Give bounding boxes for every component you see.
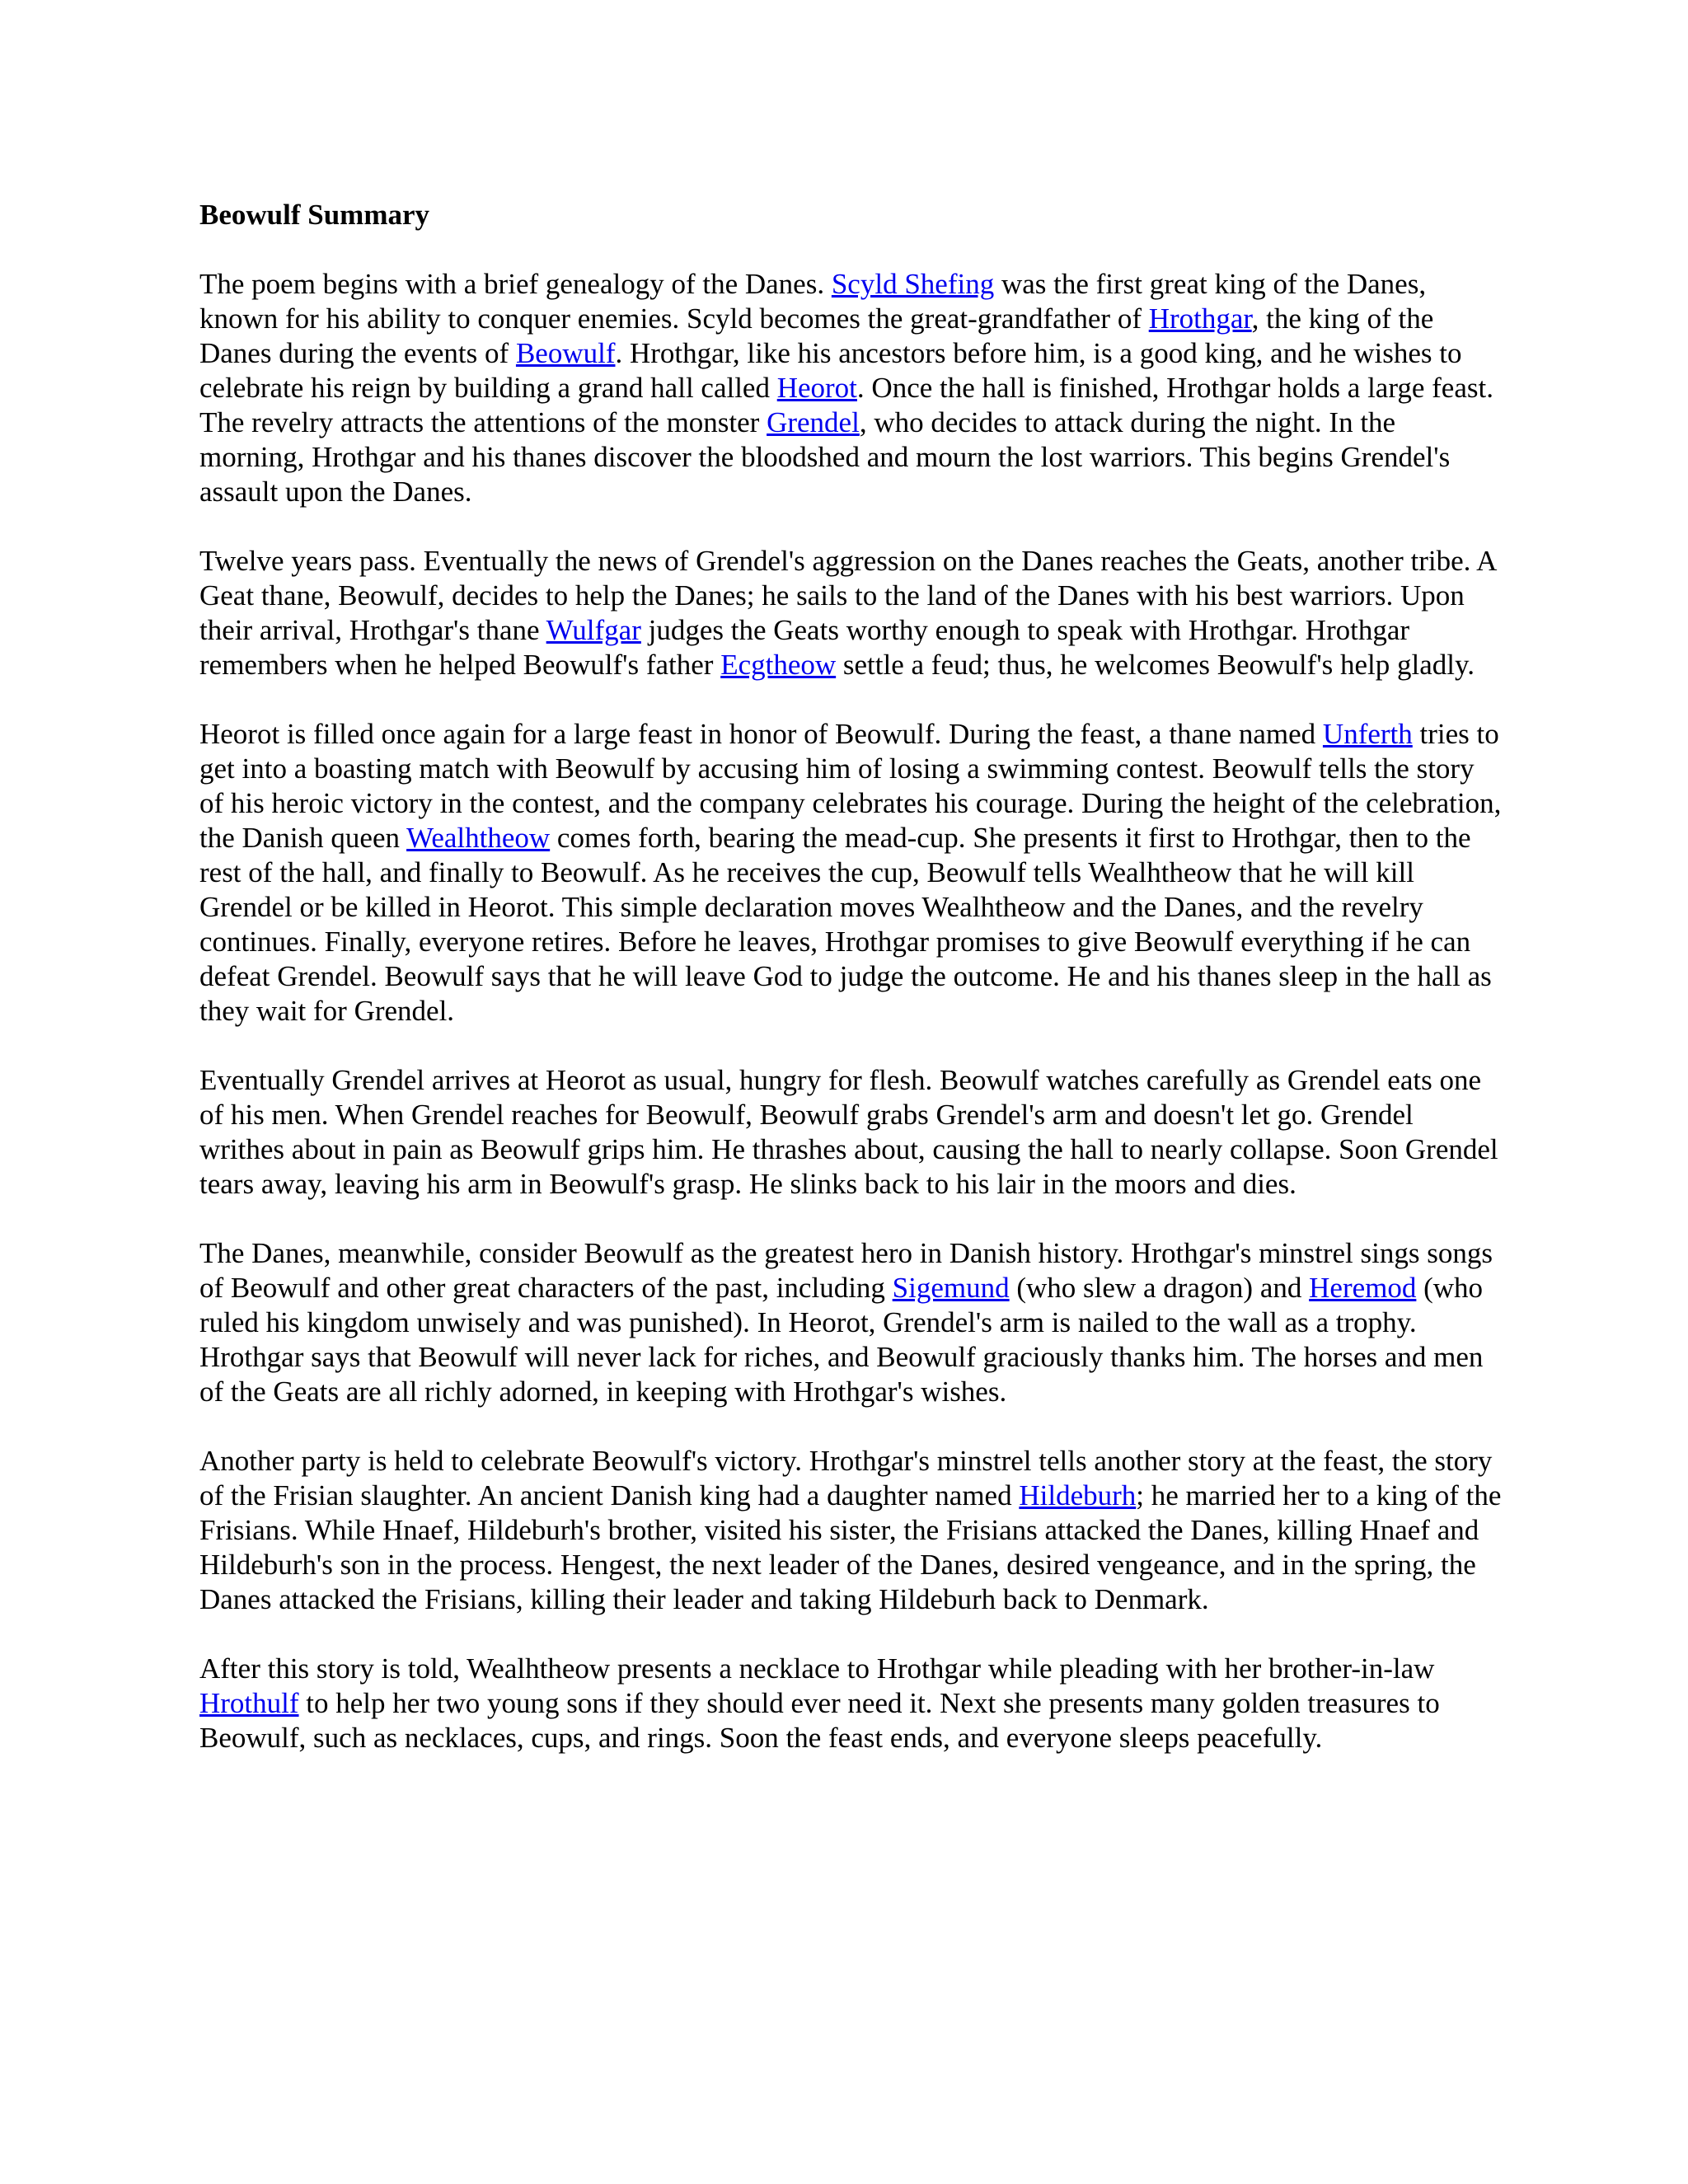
- link-grendel[interactable]: Grendel: [767, 406, 860, 438]
- paragraph-text: The poem begins with a brief genealogy of the Danes.: [199, 268, 832, 300]
- paragraph-text: , who decides to attack during the night. In the morning, Hrothgar and his thanes discover the bloodshed and mourn the lost warriors. This begins Grendel's assault upon the Danes.: [199, 406, 1451, 508]
- link-hildeburh[interactable]: Hildeburh: [1019, 1479, 1137, 1511]
- link-beowulf[interactable]: Beowulf: [515, 337, 616, 369]
- document-title: Beowulf Summary: [199, 199, 430, 231]
- paragraph: [199, 544, 1502, 682]
- document-body: [199, 267, 1502, 1755]
- link-sigemund[interactable]: Sigemund: [892, 1272, 1010, 1304]
- paragraph-text: , the king of the Danes during the events of: [199, 302, 1434, 369]
- link-hrothulf[interactable]: Hrothulf: [199, 1687, 299, 1719]
- link-ecgtheow[interactable]: Ecgtheow: [720, 649, 837, 681]
- link-wealhtheow[interactable]: Wealhtheow: [406, 822, 551, 854]
- paragraph: [199, 1444, 1502, 1617]
- paragraph-text: . Hrothgar, like his ancestors before him, is a good king, and he wishes to celebrate his reign by building a grand hall called: [199, 337, 1462, 404]
- paragraph-text: settle a feud; thus, he welcomes Beowulf's help gladly.: [836, 649, 1475, 681]
- paragraph-text: The Danes, meanwhile, consider Beowulf as the greatest hero in Danish history. Hrothgar's minstrel sings songs of Beowulf and other great characters of the past, including: [199, 1237, 1493, 1304]
- paragraph-text: ; he married her to a king of the Frisians. While Hnaef, Hildeburh's brother, visited his sister, the Frisians attacked the Danes, killing Hnaef and Hildeburh's son in the process. Hengest, the next leader of the Danes, desired vengeance, and in the spring, the Danes attacked the Frisians, killing their leader and taking Hildeburh back to Denmark.: [199, 1479, 1502, 1615]
- document-page: [199, 198, 1502, 1790]
- paragraph: [199, 1236, 1502, 1409]
- link-heremod[interactable]: Heremod: [1309, 1272, 1417, 1304]
- paragraph-text: Another party is held to celebrate Beowulf's victory. Hrothgar's minstrel tells another story at the feast, the story of the Frisian slaughter. An ancient Danish king had a daughter named: [199, 1445, 1493, 1511]
- paragraph-text: (who ruled his kingdom unwisely and was punished). In Heorot, Grendel's arm is nailed to the wall as a trophy. Hrothgar says that Beowulf will never lack for riches, and Beowulf graciously thanks him. The horses and men of the Geats are all richly adorned, in keeping with Hrothgar's wishes.: [199, 1272, 1484, 1408]
- paragraph-text: judges the Geats worthy enough to speak with Hrothgar. Hrothgar remembers when he helped Beowulf's father: [199, 614, 1410, 681]
- paragraph: [199, 1652, 1502, 1755]
- paragraph-text: comes forth, bearing the mead-cup. She presents it first to Hrothgar, then to the rest of the hall, and finally to Beowulf. As he receives the cup, Beowulf tells Wealhtheow that he will kill Grendel or be killed in Heorot. This simple declaration moves Wealhtheow and the Danes, and the revelry continues. Finally, everyone retires. Before he leaves, Hrothgar promises to give Beowulf everything if he can defeat Grendel. Beowulf says that he will leave God to judge the outcome. He and his thanes sleep in the hall as they wait for Grendel.: [199, 822, 1492, 1027]
- link-scyld-shefing[interactable]: Scyld Shefing: [831, 268, 995, 300]
- link-unferth[interactable]: Unferth: [1322, 718, 1413, 750]
- link-wulfgar[interactable]: Wulfgar: [546, 614, 641, 646]
- paragraph-text: Twelve years pass. Eventually the news of Grendel's aggression on the Danes reaches the Geats, another tribe. A Geat thane, Beowulf, decides to help the Danes; he sails to the land of the Danes with his best warriors. Upon their arrival, Hrothgar's thane: [199, 545, 1496, 646]
- paragraph: [199, 717, 1502, 1029]
- paragraph-text: was the first great king of the Danes, known for his ability to conquer enemies. Scyld becomes the great-grandfather of: [199, 268, 1427, 335]
- paragraph-text: . Once the hall is finished, Hrothgar holds a large feast. The revelry attracts the attentions of the monster: [199, 372, 1493, 438]
- paragraph: [199, 267, 1502, 509]
- link-heorot[interactable]: Heorot: [776, 372, 857, 404]
- paragraph-text: Eventually Grendel arrives at Heorot as usual, hungry for flesh. Beowulf watches carefully as Grendel eats one of his men. When Grendel reaches for Beowulf, Beowulf grabs Grendel's arm and doesn't let go. Grendel writhes about in pain as Beowulf grips him. He thrashes about, causing the hall to nearly collapse. Soon Grendel tears away, leaving his arm in Beowulf's grasp. He slinks back to his lair in the moors and dies.: [199, 1064, 1498, 1200]
- paragraph-text: (who slew a dragon) and: [1009, 1272, 1310, 1304]
- paragraph-text: After this story is told, Wealhtheow presents a necklace to Hrothgar while pleading with her brother-in-law: [199, 1652, 1435, 1685]
- paragraph-text: tries to get into a boasting match with Beowulf by accusing him of losing a swimming contest. Beowulf tells the story of his heroic victory in the contest, and the company celebrates his courage. During the height of the celebration, the Danish queen: [199, 718, 1502, 854]
- paragraph: [199, 1063, 1502, 1202]
- paragraph-text: Heorot is filled once again for a large feast in honor of Beowulf. During the feast, a thane named: [199, 718, 1323, 750]
- paragraph-text: to help her two young sons if they should ever need it. Next she presents many golden treasures to Beowulf, such as necklaces, cups, and rings. Soon the feast ends, and everyone sleeps peacefully.: [199, 1687, 1440, 1754]
- link-hrothgar[interactable]: Hrothgar: [1148, 302, 1252, 335]
